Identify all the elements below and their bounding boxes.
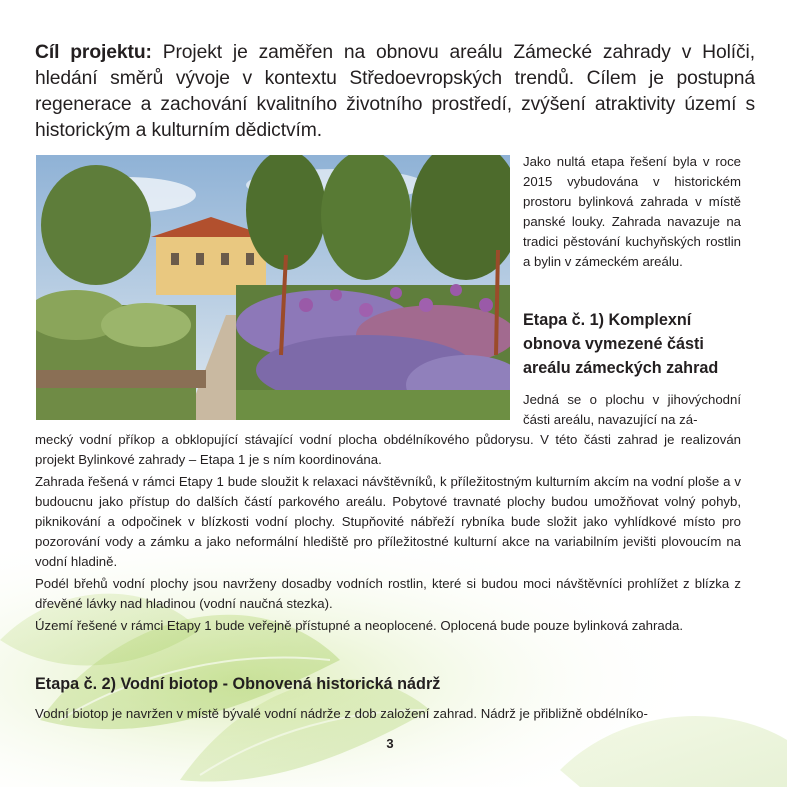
stage-2-heading: Etapa č. 2) Vodní biotop - Obnovená historická nádrž [35, 675, 441, 693]
sidebar-text-column [523, 152, 741, 272]
stage-1-paragraph-continued: mecký vodní příkop a obklopující stávající vodní plocha obdélníkového půdorysu. V této části zahrad je realizován projekt Bylinkové zahrady – Etapa 1 je s ním koordinována. [35, 432, 741, 467]
stage-1-paragraph-2: Zahrada řešená v rámci Etapy 1 bude sloužit k relaxaci návštěvníků, k příležitostným kulturním akcím na vodní ploše a v budoucnu jako přístup do dalších částí parkového areálu. Pobytové travnaté plochy budou umožňovat volný pohyb, piknikování a odpočinek v blízkosti vodní plochy. Stupňovité nábřeží rybníka bude složit jako vyhlídkové místo pro pozorování vody a zámku a jako neformální hlediště pro příležitostné kulturní akce na variabilním jevišti plovoucím na vodní hladině. [35, 474, 741, 569]
stage-1-heading: Etapa č. 1) Komplexní obnova vymezené části areálu zámeckých zahrad [523, 311, 719, 377]
stage-2-paragraph: Vodní biotop je navržen v místě bývalé vodní nádrže z dob založení zahrad. Nádrž je přibližně obdélníko- [35, 706, 648, 721]
sidebar-paragraph-1: Jako nultá etapa řešení byla v roce 2015 vybudována v historickém prostoru bylinková zahrada v místě panské louky. Zahrada navazuje na tradici pěstování kuchyňských rostlin a bylin v zámeckém areálu. [523, 154, 741, 269]
stage-1-paragraph-3: Podél břehů vodní plochy jsou navrženy dosadby vodních rostlin, které si budou moci návštěvníci prohlížet z blízka z dřevěné lávky nad hladinou (vodní naučná stezka). [35, 576, 741, 611]
stage-1-paragraph-start: Jedná se o plochu v jihovýchodní části areálu, navazující na zá- [523, 392, 741, 427]
herb-garden-photo [36, 155, 510, 420]
stage-1-paragraph-4: Území řešené v rámci Etapy 1 bude veřejně přístupné a neoplocené. Oplocená bude pouze bylinková zahrada. [35, 618, 684, 633]
page-number: 3 [386, 736, 394, 751]
project-goal-paragraph [35, 40, 755, 144]
project-goal-label: Cíl projektu: [35, 42, 152, 63]
project-goal-text: Projekt je zaměřen na obnovu areálu Zámecké zahrady v Holíči, hledání směrů vývoje v kontextu Středoevropských trendů. Cílem je postupná regenerace a zachování kvalitního životního prostředí, zvýšení atraktivity území s historickým a kulturním dědictvím. [35, 42, 755, 141]
